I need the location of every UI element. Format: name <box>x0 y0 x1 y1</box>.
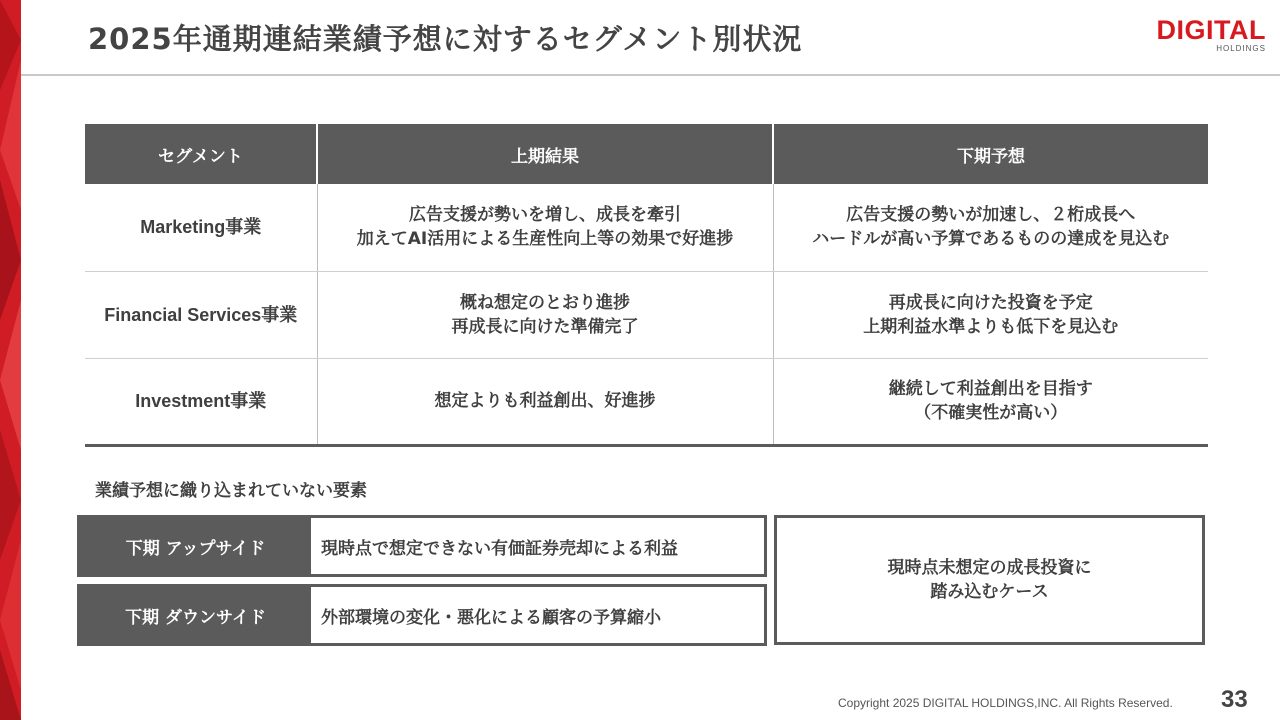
case-line: 現時点未想定の成長投資に <box>887 558 1092 578</box>
upside-factor-row <box>77 515 767 577</box>
header-segment: セグメント <box>85 124 317 184</box>
header-first-half-result: 上期結果 <box>317 124 773 184</box>
header-divider <box>21 74 1280 76</box>
cell-line: 再成長に向けた準備完了 <box>451 316 639 337</box>
table-row <box>85 271 1208 358</box>
cell-line: 概ね想定のとおり進捗 <box>460 292 630 313</box>
logo-wordmark: DIGITAL <box>1156 15 1266 45</box>
segment-name: Marketing事業 <box>85 184 317 271</box>
first-half-result-cell <box>317 184 773 271</box>
cell-line: （不確実性が高い） <box>914 403 1068 423</box>
copyright-notice: Copyright 2025 DIGITAL HOLDINGS,INC. All Rights Reserved. <box>838 696 1173 710</box>
logo-subtitle: HOLDINGS <box>1216 44 1266 53</box>
table-row <box>85 184 1208 271</box>
table-header-row <box>85 124 1208 184</box>
investment-case-box <box>774 515 1205 645</box>
first-half-result-cell <box>317 271 773 358</box>
table-row <box>85 358 1208 445</box>
second-half-forecast-cell <box>773 184 1208 271</box>
decorative-side-band <box>0 0 21 720</box>
upside-text: 現時点で想定できない有価証券売却による利益 <box>311 518 764 574</box>
upside-label: 下期 アップサイド <box>80 518 311 574</box>
case-line: 踏み込むケース <box>930 582 1049 602</box>
cell-line: ハードルが高い予算であるものの達成を見込む <box>812 229 1170 250</box>
cell-line: 再成長に向けた投資を予定 <box>888 292 1093 313</box>
cell-line: 想定よりも利益創出、好進捗 <box>434 391 656 411</box>
segment-status-table <box>85 124 1208 447</box>
segment-name: Financial Services事業 <box>85 271 317 358</box>
segment-name: Investment事業 <box>85 358 317 445</box>
header-second-half-forecast: 下期予想 <box>773 124 1208 184</box>
page-number: 33 <box>1221 686 1248 713</box>
cell-line: 広告支援の勢いが加速し、２桁成長へ <box>846 205 1136 226</box>
downside-text: 外部環境の変化・悪化による顧客の予算縮小 <box>311 587 764 643</box>
cell-line: 広告支援が勢いを増し、成長を牽引 <box>409 205 681 226</box>
company-logo <box>1146 15 1268 55</box>
cell-line: 加えてAI活用による生産性向上等の効果で好進捗 <box>356 229 734 250</box>
second-half-forecast-cell <box>773 271 1208 358</box>
page-title: 2025年通期連結業績予想に対するセグメント別状況 <box>88 22 803 56</box>
cell-line: 継続して利益創出を目指す <box>888 379 1093 399</box>
unincluded-factors-heading: 業績予想に織り込まれていない要素 <box>95 481 367 501</box>
downside-factor-row <box>77 584 767 646</box>
cell-line: 上期利益水準よりも低下を見込む <box>863 316 1119 337</box>
downside-label: 下期 ダウンサイド <box>80 587 311 643</box>
second-half-forecast-cell <box>773 358 1208 445</box>
first-half-result-cell <box>317 358 773 445</box>
